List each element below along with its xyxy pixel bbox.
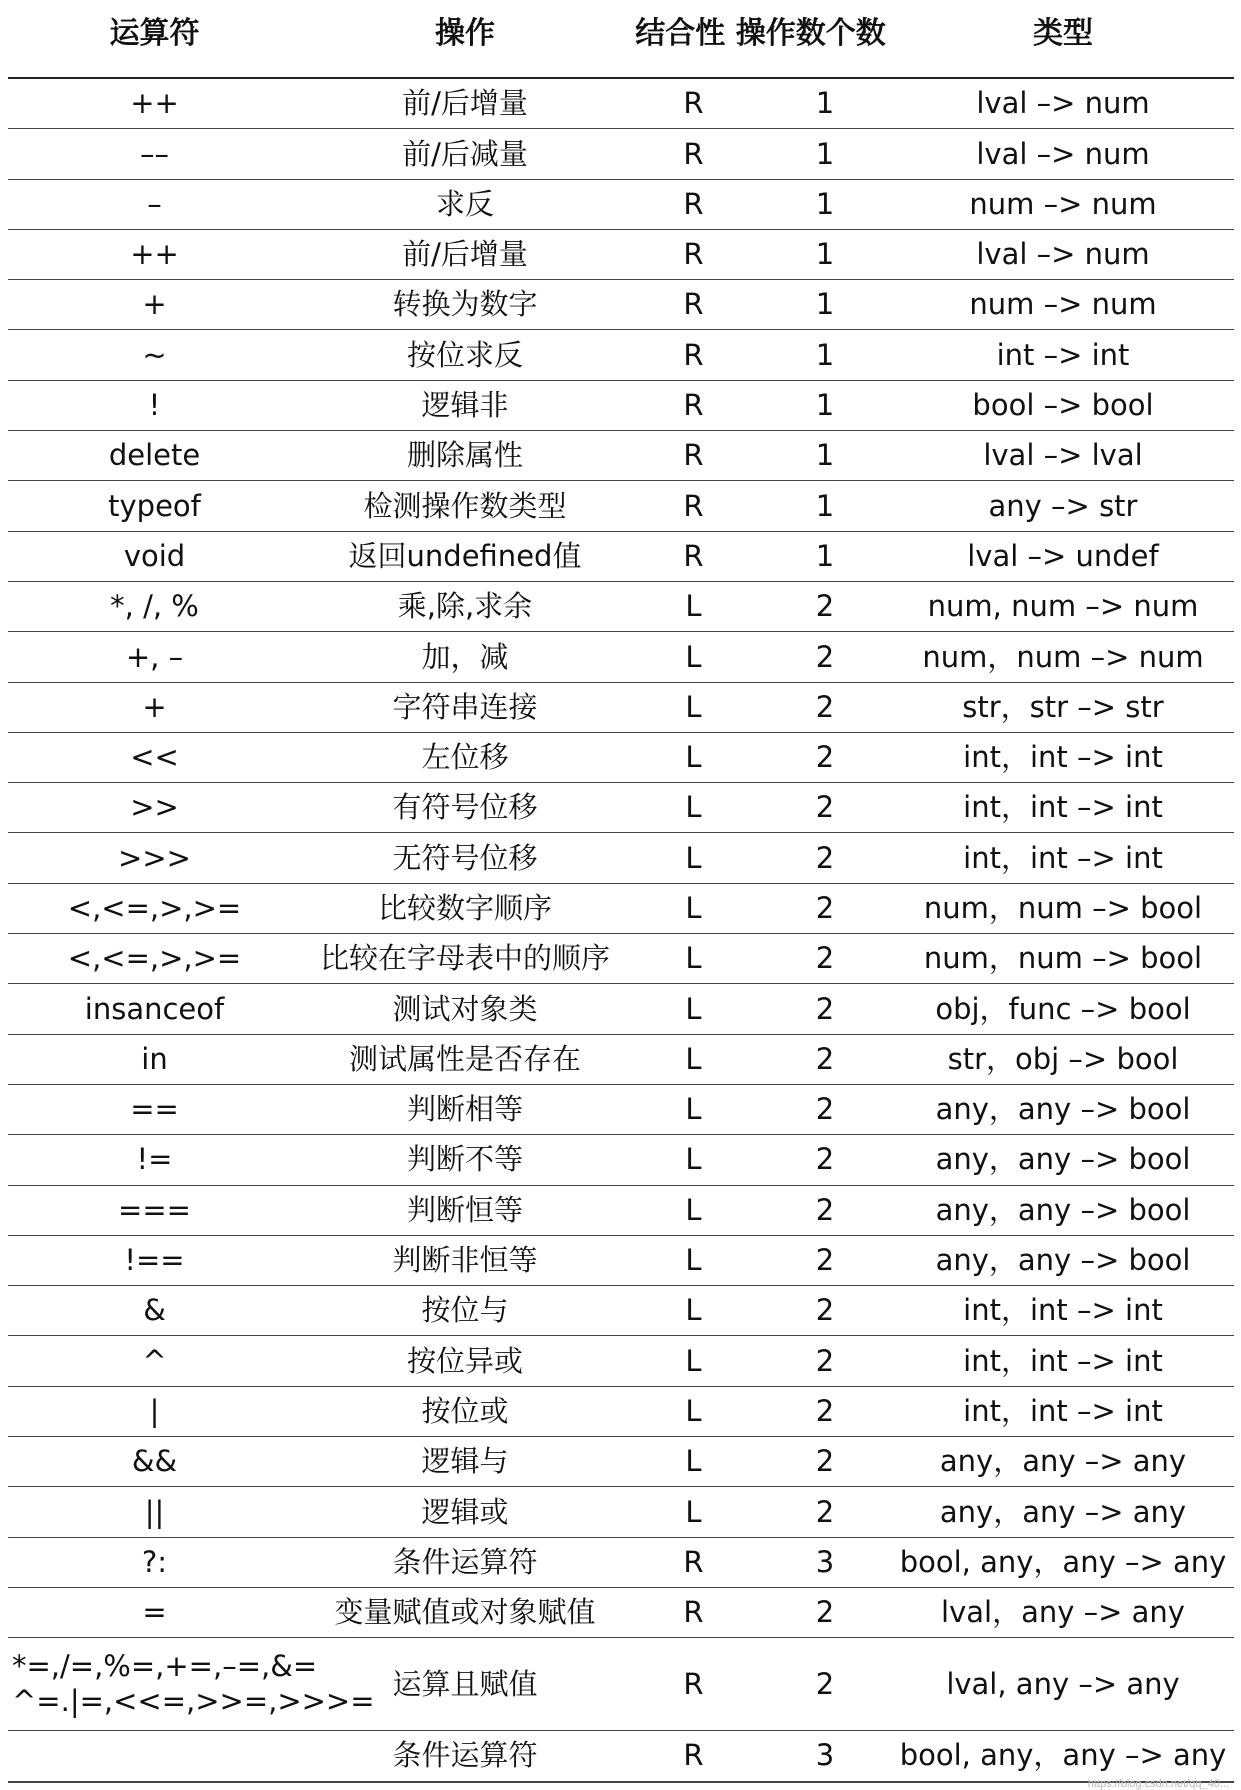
operator-table	[8, 0, 1234, 1782]
cell-associativity: L	[685, 840, 702, 875]
cell-operator: –	[147, 186, 162, 221]
cell-action: 判断相等	[406, 1092, 523, 1127]
cell-type: lval –> num	[976, 136, 1150, 171]
cell-operator: in	[141, 1041, 168, 1076]
cell-type: any，any –> any	[939, 1494, 1187, 1529]
cell-operand-count: 3	[815, 1738, 835, 1773]
watermark: https://blog.csdn.net/qq_40...	[1087, 1778, 1229, 1790]
cell-operand-count: 1	[815, 287, 835, 322]
table-row	[8, 1085, 1234, 1135]
header-operator: 运算符	[109, 16, 200, 51]
cell-operand-count: 2	[815, 1343, 835, 1378]
cell-associativity: L	[685, 1041, 702, 1076]
cell-operand-count: 2	[815, 740, 835, 775]
cell-associativity: R	[683, 337, 704, 372]
table-row	[8, 632, 1234, 682]
cell-type: int，int –> int	[963, 1343, 1163, 1378]
cell-associativity: L	[685, 1444, 702, 1479]
cell-operator: ~	[142, 337, 167, 372]
cell-operand-count: 2	[815, 639, 835, 674]
table-row	[8, 431, 1234, 481]
cell-operator: ===	[118, 1192, 191, 1227]
table-row	[8, 1487, 1234, 1537]
cell-associativity: R	[683, 86, 704, 121]
cell-operand-count: 2	[815, 1041, 835, 1076]
cell-action: 前/后减量	[402, 136, 528, 171]
cell-type: bool, any，any –> any	[899, 1738, 1227, 1773]
cell-action: 测试属性是否存在	[348, 1041, 581, 1076]
cell-action: 按位求反	[406, 337, 523, 372]
table-row	[8, 833, 1234, 883]
cell-associativity: R	[683, 1738, 704, 1773]
cell-action: 判断非恒等	[392, 1243, 538, 1278]
table-row	[8, 733, 1234, 783]
cell-action: 有符号位移	[392, 790, 538, 825]
cell-associativity: L	[685, 941, 702, 976]
table-row	[8, 1236, 1234, 1286]
cell-operator: ++	[130, 237, 179, 272]
cell-operator: &	[143, 1293, 166, 1328]
cell-type: int，int –> int	[963, 1293, 1163, 1328]
cell-associativity: L	[685, 1293, 702, 1328]
table-row	[8, 280, 1234, 330]
table-row	[8, 884, 1234, 934]
cell-operand-count: 1	[815, 488, 835, 523]
table-row	[8, 1286, 1234, 1336]
table-row	[8, 984, 1234, 1034]
table-row	[8, 381, 1234, 431]
cell-operator: >>>	[118, 840, 191, 875]
cell-associativity: R	[683, 388, 704, 423]
cell-operand-count: 1	[815, 438, 835, 473]
cell-operand-count: 1	[815, 538, 835, 573]
cell-type: num, num –> num	[927, 589, 1199, 624]
cell-associativity: L	[685, 1243, 702, 1278]
cell-operator: ==	[130, 1092, 179, 1127]
cell-operator: >>	[130, 790, 179, 825]
cell-operand-count: 2	[815, 891, 835, 925]
table-row	[8, 1186, 1234, 1236]
cell-type: any，any –> bool	[935, 1142, 1191, 1177]
cell-operator: !==	[124, 1243, 185, 1278]
cell-operator: <<	[130, 740, 179, 775]
cell-operand-count: 2	[815, 1092, 835, 1127]
cell-type: int，int –> int	[963, 840, 1163, 875]
table-row	[8, 582, 1234, 632]
table-row	[8, 783, 1234, 833]
cell-action: 按位或	[421, 1393, 509, 1428]
cell-action: 乘,除,求余	[397, 589, 533, 624]
cell-operand-count: 2	[815, 991, 835, 1026]
table-bottom-rule	[8, 1782, 1234, 1783]
cell-associativity: L	[685, 790, 702, 825]
cell-operator: =	[142, 1595, 167, 1630]
table-row	[8, 1638, 1234, 1731]
cell-operator: delete	[108, 438, 201, 473]
cell-action: 求反	[435, 186, 494, 221]
cell-action: 测试对象类	[392, 991, 538, 1026]
cell-operator: <,<=,>,>=	[67, 891, 242, 925]
cell-associativity: L	[685, 589, 702, 624]
table-row	[8, 79, 1234, 129]
cell-operand-count: 2	[815, 1192, 835, 1227]
cell-operand-count: 2	[815, 1444, 835, 1479]
cell-operator: !=	[136, 1142, 173, 1177]
cell-associativity: R	[683, 488, 704, 523]
cell-operator: ++	[130, 86, 179, 121]
cell-associativity: L	[685, 740, 702, 775]
cell-action: 逻辑与	[421, 1444, 509, 1479]
cell-action: 比较数字顺序	[377, 891, 552, 925]
table-row	[8, 532, 1234, 582]
cell-type: any，any –> bool	[935, 1092, 1191, 1127]
cell-type: num –> num	[969, 186, 1157, 221]
cell-action: 变量赋值或对象赋值	[334, 1595, 596, 1630]
table-row	[8, 129, 1234, 179]
cell-operand-count: 2	[815, 1666, 835, 1701]
table-row	[8, 1538, 1234, 1588]
cell-operand-count: 1	[815, 186, 835, 221]
table-row	[8, 1035, 1234, 1085]
cell-operand-count: 1	[815, 337, 835, 372]
cell-action: 逻辑非	[421, 388, 509, 423]
cell-action: 条件运算符	[392, 1738, 538, 1773]
cell-operator: +	[142, 287, 167, 322]
cell-operator: ?:	[141, 1544, 168, 1579]
cell-associativity: R	[683, 438, 704, 473]
cell-operand-count: 2	[815, 1293, 835, 1328]
cell-type: any –> str	[988, 488, 1138, 523]
cell-action: 逻辑或	[421, 1494, 509, 1529]
cell-operand-count: 2	[815, 689, 835, 724]
cell-associativity: L	[685, 689, 702, 724]
cell-operand-count: 1	[815, 136, 835, 171]
cell-associativity: R	[683, 287, 704, 322]
cell-type: lval –> num	[976, 237, 1150, 272]
cell-action: 加，减	[421, 639, 509, 674]
cell-operator: typeof	[108, 488, 201, 523]
cell-operand-count: 2	[815, 1243, 835, 1278]
cell-type: num –> num	[969, 287, 1157, 322]
cell-action: 左位移	[421, 740, 509, 775]
cell-associativity: R	[683, 186, 704, 221]
cell-operator: +, –	[125, 639, 184, 674]
cell-associativity: L	[685, 1142, 702, 1177]
cell-type: int，int –> int	[963, 740, 1163, 775]
table-row	[8, 180, 1234, 230]
cell-action: 判断不等	[406, 1142, 523, 1177]
cell-associativity: R	[683, 1595, 704, 1630]
cell-action: 返回undefined值	[348, 538, 582, 573]
header-assoc-count: 结合性 操作数个数	[635, 16, 886, 51]
cell-type: lval –> num	[976, 86, 1150, 121]
cell-operand-count: 2	[815, 589, 835, 624]
table-row	[8, 1588, 1234, 1638]
cell-type: lval –> lval	[983, 438, 1143, 473]
table-row	[8, 1731, 1234, 1781]
cell-operator: void	[123, 538, 186, 573]
cell-operand-count: 2	[815, 1494, 835, 1529]
cell-action: 前/后增量	[402, 237, 528, 272]
cell-operator: insanceof	[84, 991, 225, 1026]
table-row	[8, 330, 1234, 380]
cell-associativity: L	[685, 1393, 702, 1428]
cell-associativity: L	[685, 1494, 702, 1529]
cell-type: str，obj –> bool	[947, 1041, 1179, 1076]
cell-associativity: R	[683, 1544, 704, 1579]
table-row	[8, 481, 1234, 531]
cell-operator	[8, 1731, 301, 1780]
cell-action: 转换为数字	[392, 287, 538, 322]
cell-type: int，int –> int	[963, 790, 1163, 825]
cell-action: 判断恒等	[406, 1192, 523, 1227]
cell-operator: |	[149, 1393, 160, 1428]
cell-type: any，any –> bool	[935, 1192, 1191, 1227]
table-row	[8, 230, 1234, 280]
cell-operand-count: 2	[815, 941, 835, 976]
cell-operator	[8, 1638, 375, 1730]
cell-type: int –> int	[996, 337, 1130, 372]
header-type: 类型	[1033, 16, 1093, 51]
cell-operand-count: 2	[815, 1393, 835, 1428]
table-row	[8, 1387, 1234, 1437]
cell-associativity: L	[685, 891, 702, 925]
cell-operand-count: 2	[815, 1142, 835, 1177]
cell-operator-line: *=,/=,%=,+=,–=,&=	[12, 1649, 318, 1684]
cell-action: 前/后增量	[402, 86, 528, 121]
cell-type: num，num –> bool	[923, 891, 1203, 925]
cell-operator: *, /, %	[110, 589, 199, 624]
cell-action: 检测操作数类型	[363, 488, 567, 523]
cell-associativity: L	[685, 1343, 702, 1378]
cell-operator: !	[148, 388, 161, 423]
cell-associativity: R	[683, 136, 704, 171]
cell-action: 删除属性	[406, 438, 523, 473]
cell-associativity: L	[685, 639, 702, 674]
cell-action: 运算且赋值	[392, 1666, 538, 1701]
cell-associativity: L	[685, 1092, 702, 1127]
cell-associativity: R	[683, 237, 704, 272]
cell-action: 按位与	[421, 1293, 509, 1328]
cell-type: int，int –> int	[963, 1393, 1163, 1428]
cell-associativity: R	[683, 1666, 704, 1701]
cell-associativity: R	[683, 538, 704, 573]
cell-operand-count: 2	[815, 1595, 835, 1630]
cell-type: any，any –> bool	[935, 1243, 1191, 1278]
cell-type: lval，any –> any	[941, 1595, 1185, 1630]
table-row	[8, 1336, 1234, 1386]
cell-operand-count: 1	[815, 86, 835, 121]
cell-associativity: L	[685, 991, 702, 1026]
cell-type: lval –> undef	[967, 538, 1159, 573]
table-row	[8, 1135, 1234, 1185]
table-row	[8, 934, 1234, 984]
header-action: 操作	[435, 16, 495, 51]
cell-operand-count: 2	[815, 840, 835, 875]
cell-type: str，str –> str	[962, 689, 1164, 724]
cell-operator: ^	[142, 1343, 167, 1378]
cell-type: num，num –> bool	[923, 941, 1203, 976]
cell-type: any，any –> any	[939, 1444, 1187, 1479]
cell-operator-line: ^=.|=,<<=,>>=,>>>=	[12, 1684, 375, 1719]
cell-action: 按位异或	[406, 1343, 523, 1378]
cell-type: bool, any，any –> any	[899, 1544, 1227, 1579]
cell-action: 无符号位移	[392, 840, 538, 875]
cell-operand-count: 1	[815, 237, 835, 272]
cell-operand-count: 2	[815, 790, 835, 825]
cell-type: obj，func –> bool	[935, 991, 1191, 1026]
cell-action: 比较在字母表中的顺序	[319, 941, 610, 976]
cell-operand-count: 3	[815, 1544, 835, 1579]
table-body	[8, 79, 1234, 1782]
cell-operator: &&	[131, 1444, 178, 1479]
cell-operator: ||	[144, 1494, 165, 1529]
cell-action: 条件运算符	[392, 1544, 538, 1579]
cell-operator: ––	[140, 136, 169, 171]
cell-action: 字符串连接	[392, 689, 538, 724]
cell-operator: <,<=,>,>=	[67, 941, 242, 976]
cell-operand-count: 1	[815, 388, 835, 423]
table-row	[8, 683, 1234, 733]
cell-type: lval, any –> any	[946, 1666, 1180, 1701]
cell-type: num，num –> num	[922, 639, 1204, 674]
cell-type: bool –> bool	[972, 388, 1154, 423]
table-row	[8, 1437, 1234, 1487]
table-header	[8, 0, 1234, 79]
cell-associativity: L	[685, 1192, 702, 1227]
cell-operator: +	[142, 689, 167, 724]
